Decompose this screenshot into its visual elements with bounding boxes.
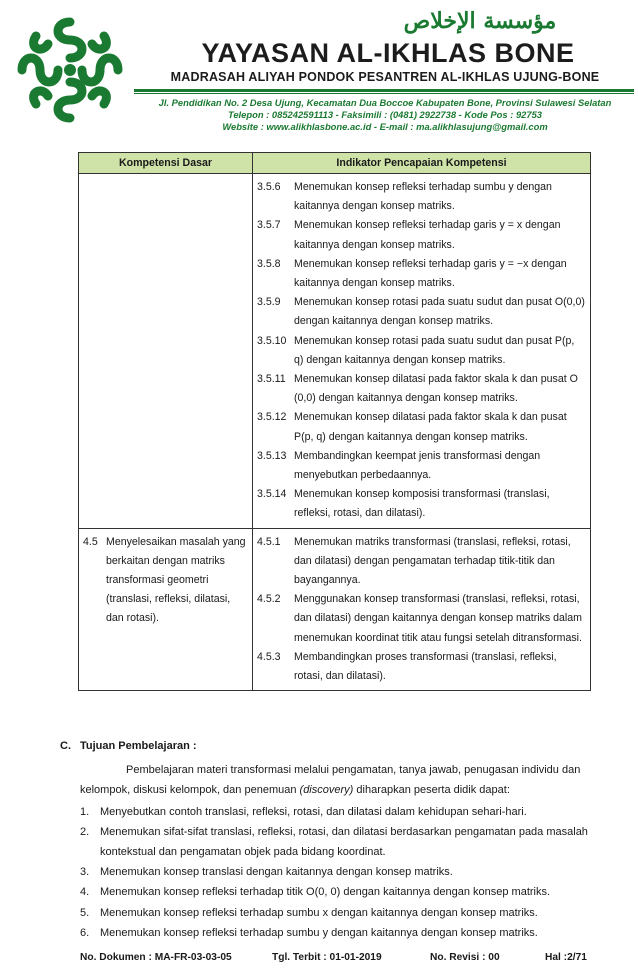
item-text: Menemukan konsep refleksi terhadap titik O(0, 0) dengan kaitannya dengan konsep matriks. [100,886,551,898]
footer-document-number: No. Dokumen : MA-FR-03-03-05 [80,952,232,963]
indicator-item [257,590,586,648]
footer-issue-date: Tgl. Terbit : 01-01-2019 [272,952,382,963]
indicator-text: Menemukan konsep refleksi terhadap garis y = x dengan kaitannya dengan konsep matriks. [294,219,561,251]
list-item [80,822,592,862]
table-header-row [79,153,591,174]
intro-text-c: diharapkan peserta didik dapat: [356,784,510,796]
indicator-item [257,178,586,216]
indicator-item [257,370,586,408]
kd-item [83,533,248,629]
foundation-name: YAYASAN AL-IKHLAS BONE [201,38,575,68]
indicator-cell [253,528,591,691]
indicator-num: 3.5.6 [257,181,281,193]
kd-num: 4.5 [83,535,98,548]
list-item [80,882,592,902]
header-rule-thin [134,93,634,94]
indicator-item [257,533,586,591]
school-website: Website : www.alikhlasbone.ac.id - E-mail : ma.alikhlasujung@gmail.com [222,121,548,132]
indicator-num: 3.5.10 [257,334,287,347]
item-text: Menemukan konsep refleksi terhadap sumbu y dengan kaitannya dengan konsep matriks. [100,927,538,939]
indicator-text: Membandingkan proses transformasi (translasi, refleksi, rotasi, dan dilatasi). [294,650,557,683]
indicator-text: Menemukan konsep dilatasi pada faktor skala k dan pusat P(p, q) dengan kaitannya dengan konsep matriks. [294,411,567,443]
item-text: Menemukan konsep refleksi terhadap sumbu x dengan kaitannya dengan konsep matriks. [100,907,538,919]
indicator-num: 4.5.3 [257,650,281,663]
section-letter: C. [60,740,71,752]
kd-cell [79,528,253,691]
item-num: 1. [80,806,90,818]
indicator-item [257,485,586,523]
item-text: Menemukan sifat-sifat translasi, refleksi, rotasi, dan dilatasi berdasarkan pengamatan pada masalah kontekstual dan pengamatan objek pada bidang koordinat. [100,826,588,858]
arabic-foundation-name: مؤسسة الإخلاص [403,8,557,34]
item-num: 5. [80,907,90,919]
indicator-text: Menemukan konsep rotasi pada suatu sudut dan pusat O(0,0) dengan kaitannya dengan konsep matriks. [294,296,585,328]
kd-cell-empty [79,174,253,529]
indicator-item [257,255,586,293]
school-address: Jl. Pendidikan No. 2 Desa Ujung, Kecamatan Dua Boccoe Kabupaten Bone, Provinsi Sulawesi Selatan [158,97,612,108]
indicator-text: Menemukan konsep rotasi pada suatu sudut dan pusat P(p, q) dengan kaitannya dengan konsep matriks. [294,334,575,366]
indicator-item [257,332,586,370]
footer-revision: No. Revisi : 00 [430,952,500,963]
item-num: 6. [80,927,90,939]
indicator-text: Menggunakan konsep transformasi (translasi, refleksi, rotasi, dan dilatasi) dengan kaitannya dengan konsep matriks dalam menemukan koordinat titik atau fungsi setelah ditransformasi. [294,593,582,644]
table-row [79,528,591,691]
indicator-text: Menemukan konsep dilatasi pada faktor skala k dan pusat O (0,0) dengan kaitannya dengan konsep matriks. [294,373,578,405]
indicator-num: 4.5.1 [257,535,281,548]
list-item [80,903,592,923]
item-text: Menemukan konsep translasi dengan kaitannya dengan konsep matriks. [100,866,453,878]
col-kompetensi-dasar: Kompetensi Dasar [79,153,253,174]
col-indikator: Indikator Pencapaian Kompetensi [253,153,591,174]
indicator-num: 3.5.13 [257,449,287,462]
indicator-text: Menemukan konsep komposisi transformasi (translasi, refleksi, rotasi, dan dilatasi). [294,488,550,520]
table-row [79,174,591,529]
intro-text-a: Pembelajaran materi transformasi melalui pengamatan, tanya jawab, penugasan individu dan kelompok, diskusi kelompok, dan penemuan [80,764,581,796]
item-text: Menyebutkan contoh translasi, refleksi, rotasi, dan dilatasi dalam kehidupan sehari-hari. [100,806,527,818]
indicator-item [257,293,586,331]
school-name: MADRASAH ALIYAH PONDOK PESANTREN AL-IKHLAS UJUNG-BONE [170,70,600,84]
intro-text-discovery: (discovery) [299,784,354,796]
tujuan-intro [80,760,592,800]
list-item [80,802,592,822]
header-rule [134,89,634,92]
item-num: 4. [80,886,90,898]
item-num: 2. [80,826,90,838]
indicator-num: 3.5.9 [257,296,281,309]
indicator-cell [253,174,591,529]
indicator-item [257,408,586,446]
indicator-num: 3.5.14 [257,488,287,501]
indicator-item [257,216,586,254]
list-item [80,923,592,943]
indicator-item [257,648,586,686]
indicator-text: Menemukan matriks transformasi (translasi, refleksi, rotasi, dan dilatasi) dengan pengamatan terhadap titik-titik dan bayangannya. [294,535,571,587]
competency-table [78,152,591,691]
section-heading [60,740,197,752]
footer-page-number: Hal :2/71 [545,952,587,963]
indicator-num: 3.5.8 [257,257,281,270]
indicator-text: Menemukan konsep refleksi terhadap garis y = −x dengan kaitannya dengan konsep matriks. [294,257,567,290]
letterhead [0,0,638,140]
item-num: 3. [80,866,90,878]
yayasan-logo-icon [14,14,126,126]
indicator-text: Menemukan konsep refleksi terhadap sumbu y dengan kaitannya dengan konsep matriks. [294,181,552,213]
list-item [80,862,592,882]
indicator-num: 3.5.11 [257,373,286,386]
indicator-num: 4.5.2 [257,593,281,606]
indicator-item [257,447,586,485]
section-title: Tujuan Pembelajaran : [80,740,197,752]
indicator-text: Membandingkan keempat jenis transformasi dengan menyebutkan perbedaannya. [294,449,541,482]
indicator-num: 3.5.7 [257,219,281,232]
kd-text: Menyelesaikan masalah yang berkaitan dengan matriks transformasi geometri (translasi, refleksi, dilatasi, dan rotasi). [106,535,246,625]
school-phone: Telepon : 085242591113 - Faksimili : (0481) 2922738 - Kode Pos : 92753 [227,109,543,120]
indicator-num: 3.5.12 [257,411,287,424]
